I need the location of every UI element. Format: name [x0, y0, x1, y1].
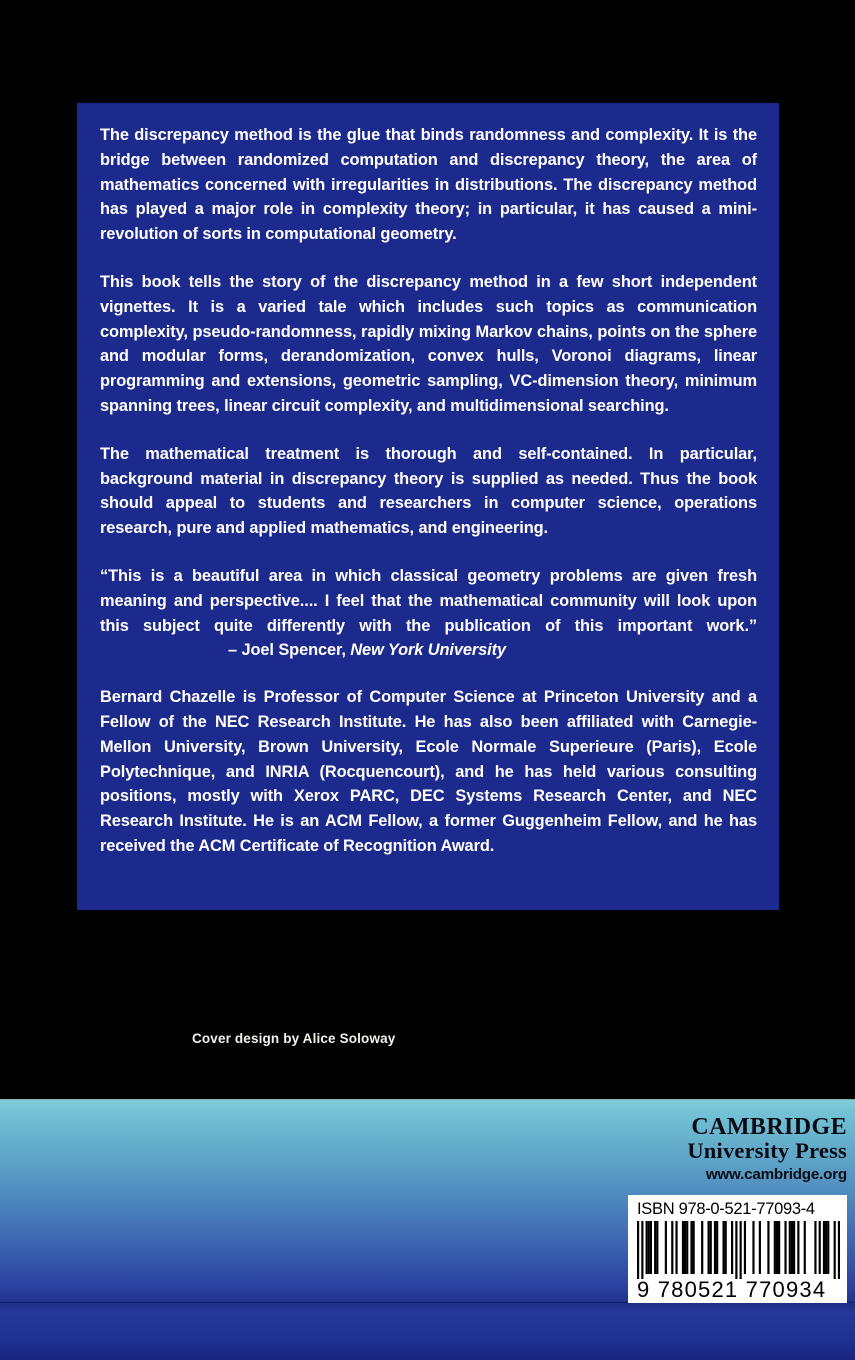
review-quote-attribution-name: – Joel Spencer, — [228, 641, 351, 660]
author-bio-text: is Professor of Computer Science at Princeton University and a Fellow of the NEC Research Institute. He has also been affiliated with Carnegie-Mellon University, Brown University, Ecole Normale Superieure (Paris), Ecole Polytechnique, and INRIA (Rocquencourt), and he has held various consulting positions, mostly with Xerox PARC, DEC Systems Research Center, and NEC Research Institute. He is an ACM Fellow, a former Guggenheim Fellow, and he has received the ACM Certificate of Recognition Award. — [100, 688, 757, 855]
blurb-panel — [77, 103, 779, 910]
publisher-logo — [607, 1106, 847, 1184]
blurb-paragraph-1: The discrepancy method is the glue that binds randomness and complexity. It is the bridge between randomized computation and discrepancy theory, the area of mathematics concerned with irregularities in distributions. The discrepancy method has played a major role in complexity theory; in particular, it has caused a mini-revolution of sorts in computational geometry. — [100, 126, 757, 244]
review-quote — [100, 564, 757, 663]
publisher-name-university-press: University Press — [687, 1138, 847, 1163]
isbn-barcode-block — [628, 1195, 847, 1303]
review-quote-attribution-affiliation: New York University — [350, 641, 507, 660]
author-name: Bernard Chazelle — [100, 688, 236, 707]
review-quote-text: “This is a beautiful area in which classical geometry problems are given fresh meaning and perspective.... I feel that the mathematical community will look upon this subject quite differently with the publication of this important work.” — [100, 566, 757, 635]
publisher-name-cambridge: cambridge — [691, 1104, 847, 1142]
barcode-icon — [637, 1221, 840, 1279]
blurb-paragraph-3: The mathematical treatment is thorough and self-contained. In particular, background material in discrepancy theory is supplied as needed. Thus the book should appeal to students and researchers in computer science, operations research, pure and applied mathematics, and engineering. — [100, 444, 757, 538]
blurb-paragraph-2: This book tells the story of the discrepancy method in a few short independent vignettes. It is a varied tale which includes such topics as communication complexity, pseudo-randomness, rapidly mixing Markov chains, points on the sphere and modular forms, derandomization, convex hulls, Voronoi diagrams, linear programming and extensions, geometric sampling, VC-dimension theory, minimum spanning trees, linear circuit complexity, and multidimensional searching. — [100, 272, 757, 415]
barcode-digits: 9 780521 770934 — [637, 1277, 827, 1302]
review-quote-attribution — [228, 638, 506, 663]
isbn-label: ISBN 978-0-521-77093-4 — [637, 1200, 815, 1218]
author-bio — [100, 685, 757, 859]
cover-design-credit: Cover design by Alice Soloway — [192, 1031, 396, 1046]
band-top-edge-line — [0, 1099, 855, 1100]
publisher-website[interactable]: www.cambridge.org — [705, 1166, 847, 1183]
